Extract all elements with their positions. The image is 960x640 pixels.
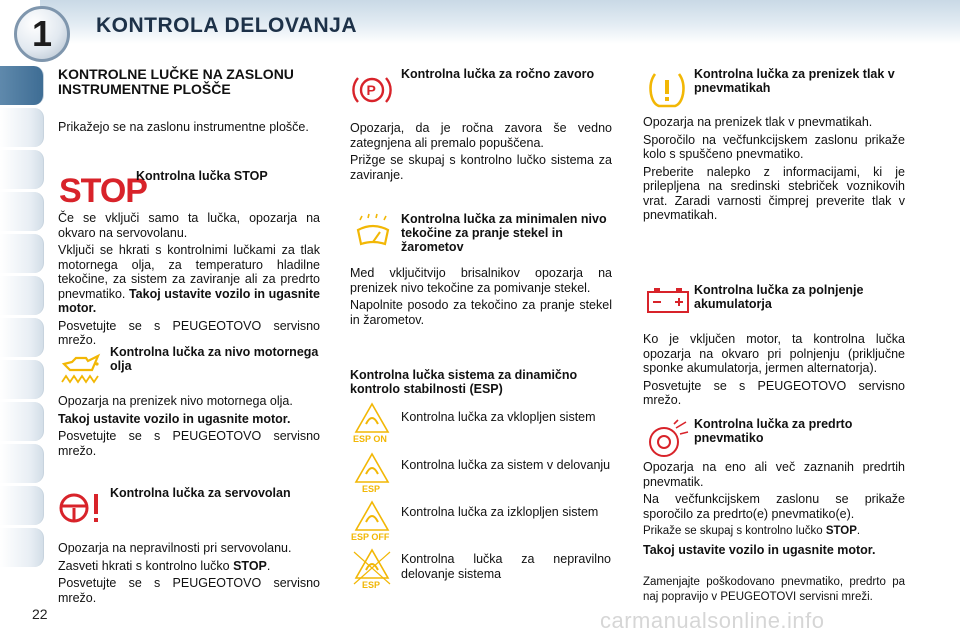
battery-p1: Ko je vključen motor, ta kontrolna lučka opozarja na okvaro pri polnjenju (priključne sponke akumulatorja, jermen alternatorja). — [643, 332, 905, 375]
puncture-p3-end: . — [856, 525, 861, 537]
puncture-warning — [643, 543, 905, 561]
steering-p2 — [58, 559, 320, 574]
tyre-pressure-p2: Sporočilo na večfunkcijskem zaslonu prikaže kolo s spuščeno pnevmatiko. — [643, 132, 905, 161]
oil-p2: Takoj ustavite vozilo in ugasnite motor. — [58, 411, 291, 426]
esp-active-label: ESP — [362, 484, 381, 494]
stop-p3: Posvetujte se s PEUGEOTOVO servisno mrežo. — [58, 318, 320, 347]
oil-p3: Posvetujte se s PEUGEOTOVO servisno mrežo. — [58, 429, 320, 458]
esp-fault-icon — [350, 548, 394, 590]
page-header — [0, 0, 960, 56]
esp-title: Kontrolna lučka sistema za dinamično kontrolo stabilnosti (ESP) — [350, 368, 578, 396]
stop-p1: Če se vključi samo ta lučka, opozarja na okvaro na servovolanu. — [58, 211, 320, 240]
esp-off-label: ESP OFF — [351, 532, 390, 542]
puncture-p1: Opozarja na eno ali več zaznanih predrtih pnevmatik. — [643, 460, 905, 489]
puncture-p2: Na večfunkcijskem zaslonu se prikaže sporočilo za predrto(e) pnevmatiko(e). — [643, 492, 905, 521]
chapter-tab-5[interactable] — [0, 234, 44, 273]
page-number: 22 — [32, 606, 48, 622]
chapter-tab-6[interactable] — [0, 276, 44, 315]
parking-title: Kontrolna lučka za ročno zavoro — [401, 67, 595, 81]
washer-fluid-icon — [352, 214, 394, 254]
steering-p3: Posvetujte se s PEUGEOTOVO servisno mrežo. — [58, 576, 320, 605]
battery-title: Kontrolna lučka za polnjenje akumulatorja — [694, 283, 864, 311]
washer-title: Kontrolna lučka za minimalen nivo tekočine za pranje stekel in žarometov — [401, 212, 607, 254]
washer-p1: Med vključitvijo brisalnikov opozarja na prenizek nivo tekočine za pomivanje stekel. — [350, 266, 612, 295]
parking-body — [350, 121, 612, 185]
steering-title: Kontrolna lučka za servovolan — [110, 486, 291, 500]
chapter-tab-9[interactable] — [0, 402, 44, 441]
puncture-body — [643, 460, 905, 542]
battery-body — [643, 332, 905, 411]
steering-body — [58, 541, 320, 608]
tyre-pressure-icon — [645, 68, 689, 112]
stop-icon — [58, 172, 147, 210]
chapter-badge: 1 — [14, 6, 70, 62]
oil-title: Kontrolna lučka za nivo motornega olja — [110, 345, 319, 373]
section-title-text: KONTROLNE LUČKE NA ZASLONU INSTRUMENTNE PLOŠČE — [58, 66, 294, 97]
intro-text — [58, 120, 320, 138]
page-title: KONTROLA DELOVANJA — [96, 14, 357, 37]
chapter-tab-12[interactable] — [0, 528, 44, 567]
esp-row-3-text: Kontrolna lučka za izklopljen sistem — [401, 505, 599, 519]
puncture-p4: Takoj ustavite vozilo in ugasnite motor. — [643, 543, 876, 557]
puncture-p3-bold: STOP — [825, 525, 857, 537]
washer-p2: Napolnite posodo za tekočino za pranje stekel in žarometov. — [350, 298, 612, 327]
section-title — [58, 67, 308, 97]
oil-p1: Opozarja na prenizek nivo motornega olja. — [58, 394, 293, 408]
esp-row-4-text: Kontrolna lučka za nepravilno delovanje sistema — [401, 552, 611, 581]
puncture-p3 — [643, 524, 905, 539]
esp-off-icon — [350, 500, 394, 542]
chapter-tab-1[interactable] — [0, 66, 44, 105]
tyre-pressure-body — [643, 115, 905, 226]
esp-row-1-text: Kontrolna lučka za vklopljen sistem — [401, 410, 596, 424]
stop-body — [58, 211, 320, 351]
stop-p2-text: Vključi se hkrati s kontrolnimi lučkami za tlak motornega olja, za temperaturo hladilne tekočine, za sistem za zaviranje ali za predrto pnevmatiko. — [58, 243, 320, 301]
esp-icon — [350, 402, 394, 444]
oil-level-icon — [60, 350, 104, 386]
oil-body — [58, 394, 320, 461]
svg-text:STOP: STOP — [59, 172, 147, 210]
tyre-pressure-title: Kontrolna lučka za prenizek tlak v pnevmatikah — [694, 67, 895, 95]
steering-p2-text: Zasveti hkrati s kontrolno lučko — [58, 558, 234, 573]
esp-fault-label: ESP — [362, 580, 381, 590]
chapter-tab-3[interactable] — [0, 150, 44, 189]
esp-row-2-text: Kontrolna lučka za sistem v delovanju — [401, 458, 611, 472]
puncture-title: Kontrolna lučka za predrto pnevmatiko — [694, 417, 853, 445]
parking-p1: Opozarja, da je ročna zavora še vedno zategnjena ali premalo popuščena. — [350, 121, 612, 150]
puncture-p3-text: Prikaže se skupaj s kontrolno lučko — [643, 525, 826, 537]
steering-p1: Opozarja na nepravilnosti pri servovolanu. — [58, 541, 292, 555]
chapter-tab-11[interactable] — [0, 486, 44, 525]
steering-p2-end: . — [266, 558, 271, 573]
puncture-icon — [646, 420, 690, 460]
chapter-tab-10[interactable] — [0, 444, 44, 483]
stop-p2 — [58, 243, 320, 316]
puncture-footer — [643, 575, 905, 607]
power-steering-icon — [58, 488, 102, 528]
battery-p2: Posvetujte se s PEUGEOTOVO servisno mrežo. — [643, 378, 905, 407]
svg-text:P: P — [366, 82, 376, 98]
stop-p2-bold: Takoj ustavite vozilo in ugasnite motor. — [58, 286, 320, 315]
tyre-pressure-p3: Preberite nalepko z informacijami, ki je prilepljena na sredinski stebriček voznikovih vrat. Zaradi varnosti čimprej preverite tlak v pnevmatikah. — [643, 164, 905, 222]
chapter-tab-8[interactable] — [0, 360, 44, 399]
chapter-tab-7[interactable] — [0, 318, 44, 357]
intro-paragraph: Prikažejo se na zaslonu instrumentne plošče. — [58, 120, 309, 134]
stop-title: Kontrolna lučka STOP — [136, 169, 268, 183]
chapter-tab-4[interactable] — [0, 192, 44, 231]
parking-p2: Prižge se skupaj s kontrolno lučko sistema za zaviranje. — [350, 153, 612, 182]
chapter-tab-2[interactable] — [0, 108, 44, 147]
esp-active-icon — [350, 452, 394, 494]
battery-icon — [646, 286, 690, 314]
washer-body — [350, 266, 612, 330]
tyre-pressure-p1: Opozarja na prenizek tlak v pnevmatikah. — [643, 115, 873, 129]
puncture-p5: Zamenjajte poškodovano pnevmatiko, predrto pa naj popravijo v PEUGEOTOVI servisni mreži. — [643, 576, 905, 603]
steering-p2-bold: STOP — [233, 558, 267, 573]
watermark: carmanualsonline.info — [600, 608, 825, 633]
chapter-tabs — [0, 66, 44, 570]
parking-brake-icon — [352, 72, 392, 108]
esp-on-label: ESP ON — [353, 434, 387, 444]
